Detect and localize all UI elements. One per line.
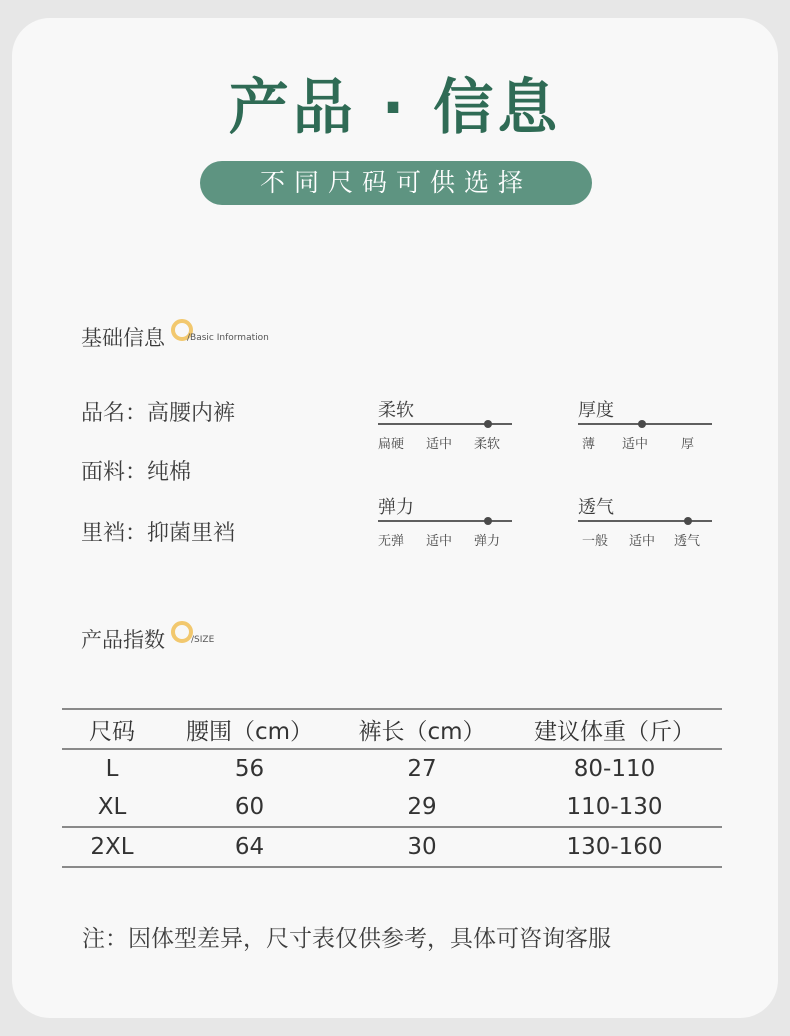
- cell-length: 29: [337, 788, 507, 827]
- basic-info-heading-en: /Basic Information: [187, 333, 269, 343]
- gauge-label-low: 一般: [582, 534, 609, 549]
- info-value: 抑菌里裆: [147, 521, 236, 546]
- gauge-label-high: 透气: [674, 534, 701, 549]
- gauge-name: 柔软: [378, 400, 414, 421]
- cell-size: L: [105, 756, 119, 782]
- info-label: 里裆：: [81, 521, 148, 546]
- gauge-label-high: 柔软: [474, 437, 501, 452]
- cell-waist: 64: [162, 827, 337, 867]
- header-waist: 腰围（cm）: [162, 709, 337, 749]
- gauge-label-low: 扁硬: [378, 437, 405, 452]
- size-table-header: [62, 709, 722, 749]
- size-table: [62, 708, 722, 868]
- size-index-heading-en: /SIZE: [191, 635, 215, 645]
- gauge-label-mid: 适中: [426, 534, 453, 549]
- size-options-banner: 不同尺码可供选择: [200, 161, 592, 205]
- gauge-marker: [684, 517, 692, 525]
- basic-info-heading-text: 基础信息: [81, 326, 165, 350]
- header-size: 尺码: [62, 709, 162, 749]
- info-value: 纯棉: [147, 460, 192, 485]
- gauge-label-high: 厚: [681, 437, 695, 452]
- circle-decoration-icon: [171, 621, 193, 643]
- cell-weight: 110-130: [507, 788, 722, 827]
- gauge-label-mid: 适中: [622, 437, 649, 452]
- cell-waist: 56: [234, 756, 265, 782]
- gauge-label-high: 弹力: [474, 534, 501, 549]
- header-weight: 建议体重（斤）: [507, 709, 722, 749]
- info-label: 品名：: [81, 401, 148, 426]
- size-note: 注：因体型差异，尺寸表仅供参考，具体可咨询客服: [82, 926, 611, 952]
- table-row: [62, 749, 722, 788]
- header-length: 裤长（cm）: [337, 709, 507, 749]
- size-index-heading-text: 产品指数: [81, 628, 165, 652]
- gauge-label-mid: 适中: [426, 437, 453, 452]
- gauge-marker: [484, 420, 492, 428]
- info-row-fabric: [81, 455, 191, 486]
- page-title: 产品 · 信息: [228, 73, 562, 143]
- info-row-crotch: [81, 516, 235, 547]
- gauge-marker: [638, 420, 646, 428]
- info-label: 面料：: [81, 460, 148, 485]
- cell-size: 2XL: [62, 827, 162, 867]
- cell-length: 27: [407, 756, 437, 782]
- gauge-name: 透气: [578, 497, 614, 518]
- cell-waist: 60: [162, 788, 337, 827]
- gauge-label-mid: 适中: [629, 534, 656, 549]
- gauge-label-low: 薄: [582, 437, 596, 452]
- basic-info-heading: [81, 322, 269, 352]
- info-value: 高腰内裤: [147, 401, 236, 426]
- info-row-name: [81, 396, 235, 427]
- gauge-name: 厚度: [578, 400, 614, 421]
- gauge-marker: [484, 517, 492, 525]
- table-row: [62, 788, 722, 827]
- cell-length: 30: [337, 827, 507, 867]
- cell-weight: 130-160: [507, 827, 722, 867]
- gauge-name: 弹力: [378, 497, 414, 518]
- cell-size: XL: [62, 788, 162, 827]
- table-row: [62, 827, 722, 867]
- cell-weight: 80-110: [573, 756, 656, 782]
- size-index-heading: [81, 624, 215, 654]
- gauge-label-low: 无弹: [378, 534, 405, 549]
